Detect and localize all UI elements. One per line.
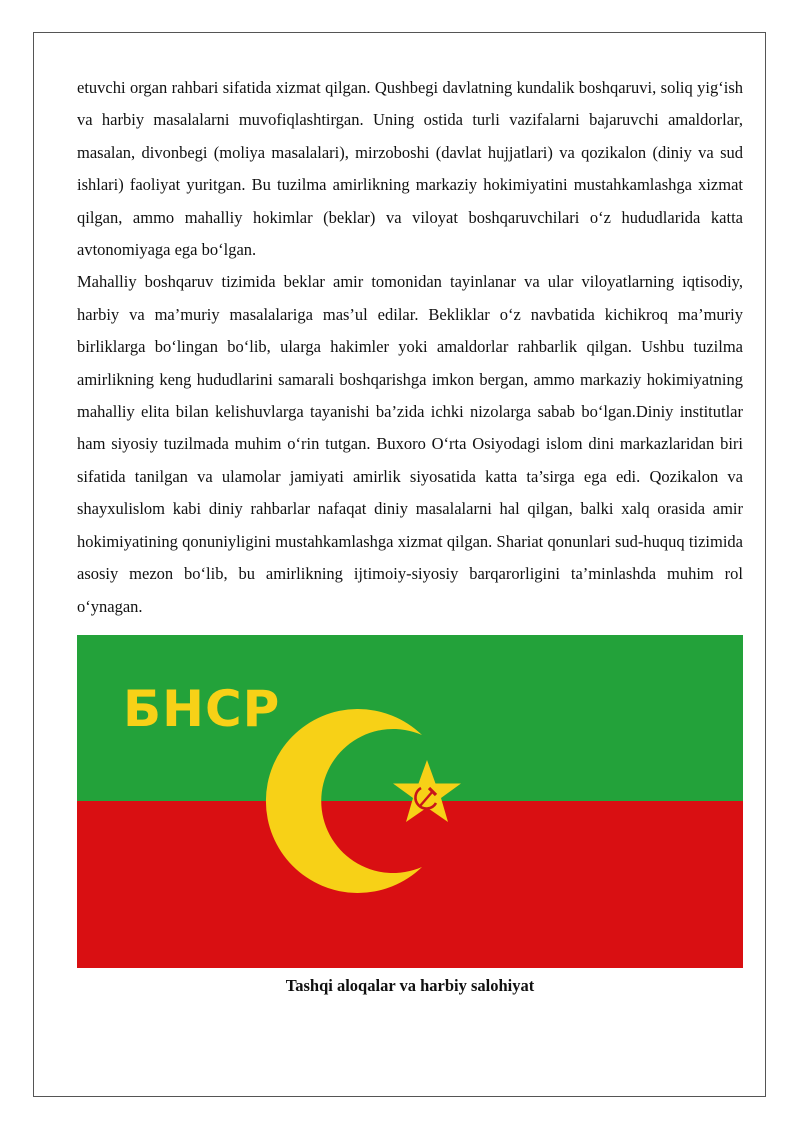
document-body <box>77 72 743 998</box>
flag-figure <box>77 635 743 968</box>
figure-caption: Tashqi aloqalar va harbiy salohiyat <box>285 975 535 995</box>
flag-abbreviation: БНСР <box>123 679 281 738</box>
flag-red-band <box>77 801 743 968</box>
bukhara-flag-image <box>77 635 743 968</box>
paragraph-2: Mahalliy boshqaruv tizimida beklar amir tomonidan tayinlanar va ular viloyatlarning iqtisodiy, harbiy va ma’muriy masalalariga mas’ul edilar. Bekliklar o‘z navbatida kichikroq ma’muriy birliklarga bo‘lingan bo‘lib, ularga hakimler yoki amaldorlar rahbarlik qilgan. Ushbu tuzilma amirlikning keng hududlarini samarali boshqarishga imkon bergan, ammo markaziy hokimiyatning mahalliy elita bilan kelishuvlarga tayanishi ba’zida ichki nizolarga sabab bo‘lgan.Diniy institutlar ham siyosiy tuzilmada muhim o‘rin tutgan. Buxoro O‘rta Osiyodagi islom dini markazlaridan biri sifatida tanilgan va ulamolar jamiyati amirlik siyosatida katta ta’sirga ega edi. Qozikalon va shayxulislom kabi diniy rahbarlar nafaqat diniy masalalarni hal qilgan, balki xalq orasida amir hokimiyatining qonuniyligini mustahkamlashga xizmat qilgan. Shariat qonunlari sud-huquq tizimida asosiy mezon bo‘lib, bu amirlikning ijtimoiy-siyosiy barqarorligini ta’minlashda muhim rol o‘ynagan. <box>77 272 743 616</box>
paragraph-1: etuvchi organ rahbari sifatida xizmat qilgan. Qushbegi davlatning kundalik boshqaruvi, soliq yig‘ish va harbiy masalalarni muvofiqlashtirgan. Uning ostida turli vazifalarni bajaruvchi amaldorlar, masalan, divonbegi (moliya masalalari), mirzoboshi (davlat hujjatlari) va qozikalon (diniy va sud ishlari) faoliyat yuritgan. Bu tuzilma amirlikning markaziy hokimiyatini mustahkamlashga xizmat qilgan, ammo mahalliy hokimlar (beklar) va viloyat boshqaruvchilari o‘z hududlarida katta avtonomiyaga ega bo‘lgan. <box>77 78 743 260</box>
